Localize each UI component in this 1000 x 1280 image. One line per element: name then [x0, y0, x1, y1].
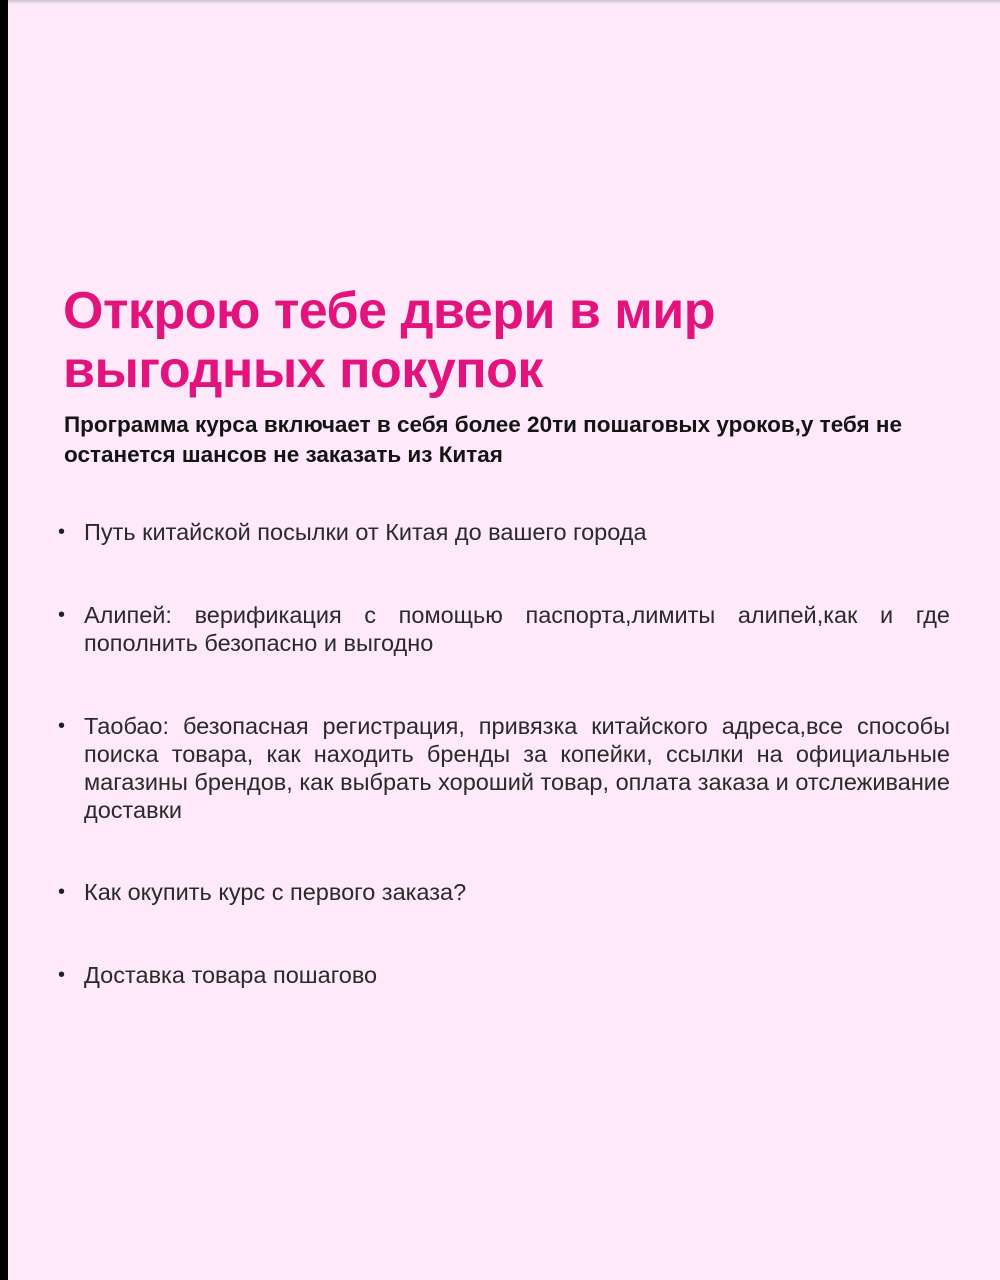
list-item: [58, 878, 950, 906]
content-card: [8, 0, 1000, 1280]
bullet-icon: •: [58, 521, 66, 543]
list-item-text: Таобао: безопасная регистрация, привязка китайского адреса,все способы поиска товара, как находить бренды за копейки, ссылки на официальные магазины брендов, как выбрать хороший товар, оплата заказа и отслеживание доставки: [84, 713, 950, 823]
list-item: [58, 601, 950, 657]
bullet-icon: •: [58, 715, 66, 737]
list-item-text: Путь китайской посылки от Китая до вашего города: [84, 519, 647, 545]
course-subtitle: Программа курса включает в себя более 20ти пошаговых уроков,у тебя не останется шансов не заказать из Китая: [64, 412, 902, 467]
top-edge-shadow: [8, 0, 1000, 4]
list-item-text: Алипей: верификация с помощью паспорта,лимиты алипей,как и где пополнить безопасно и выгодно: [84, 602, 950, 656]
list-item: [58, 961, 950, 989]
list-item: [58, 712, 950, 824]
bullet-icon: •: [58, 604, 66, 626]
list-item: [58, 518, 950, 546]
list-item-text: Как окупить курс с первого заказа?: [84, 879, 467, 905]
bullet-icon: •: [58, 964, 66, 986]
list-item-text: Доставка товара пошагово: [84, 962, 378, 988]
bullet-icon: •: [58, 881, 66, 903]
page-title: Открою тебе двери в мир выгодных покупок: [63, 282, 716, 399]
